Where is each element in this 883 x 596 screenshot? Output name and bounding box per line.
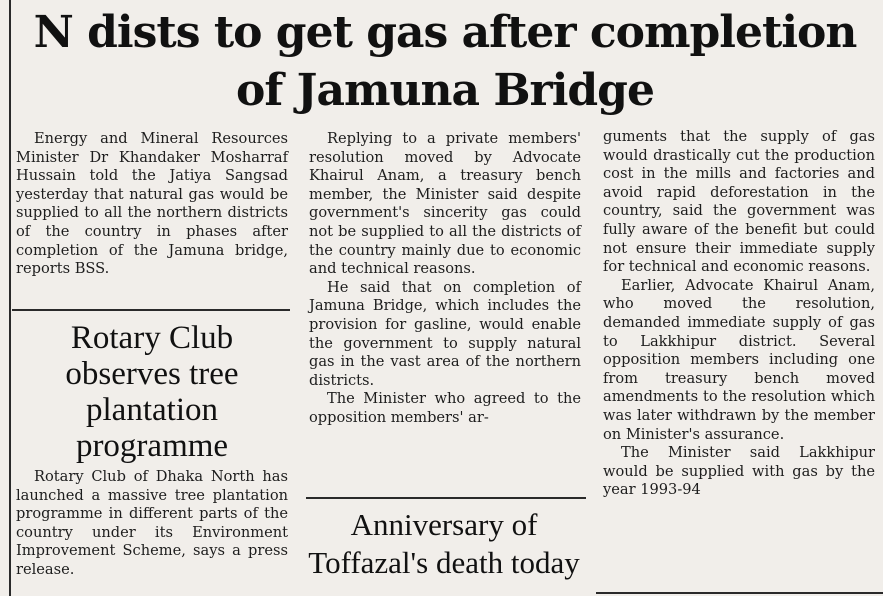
rotary-story-body: [16, 468, 288, 580]
main-story-paragraph: guments that the supply of gas would drastically cut the production cost in the mills and factories and avoid rapid deforestation in the country, said the government was fully aware of the benefit but could not ensure their immediate supply for technical and economic reasons.: [603, 128, 875, 276]
main-story-column-1: [16, 130, 288, 279]
main-story-paragraph: Earlier, Advocate Khairul Anam, who moved the resolution, demanded immediate supply of gas to Lakkhipur district. Several opposition members including one from treasury bench moved amendments to the resolution which was later withdrawn by the member on Minister's assurance.: [603, 276, 875, 443]
column-1-divider: [12, 309, 290, 311]
main-headline: [14, 4, 876, 120]
main-story-paragraph: The Minister who agreed to the opposition members' ar-: [309, 390, 581, 426]
column-3-bottom-rule: [596, 592, 883, 594]
column-2-divider: [306, 497, 586, 499]
rotary-headline: Rotary Club observes tree plantation programme: [65, 320, 239, 464]
main-headline-line-2: of Jamuna Bridge: [236, 65, 654, 116]
main-story-paragraph: He said that on completion of Jamuna Bridge, which includes the provision for gasline, would enable the government to supply natural gas in the vast area of the northern districts.: [309, 278, 581, 389]
rotary-story-paragraph: Rotary Club of Dhaka North has launched a massive tree plantation programme in different parts of the country under its Environment Improvement Scheme, says a press release.: [16, 468, 288, 578]
anniversary-headline: Anniversary of Toffazal's death today: [308, 507, 580, 580]
left-column-rule: [9, 0, 11, 596]
main-headline-line-1: N dists to get gas after completion: [33, 7, 857, 58]
main-story-paragraph: Replying to a private members' resolution moved by Advocate Khairul Anam, a treasury bench member, the Minister said despite government's sincerity gas could not be supplied to all the districts of the country mainly due to economic and technical reasons.: [309, 130, 581, 278]
main-story-column-2: [309, 130, 581, 428]
main-story-paragraph: The Minister said Lakkhipur would be supplied with gas by the year 1993-94: [603, 444, 875, 499]
main-story-column-3: [603, 128, 875, 500]
main-story-paragraph: Energy and Mineral Resources Minister Dr Khandaker Mosharraf Hussain told the Jatiya Sangsad yesterday that natural gas would be supplied to all the northern districts of the country in phases after completion of the Jamuna bridge, reports BSS.: [16, 130, 288, 278]
